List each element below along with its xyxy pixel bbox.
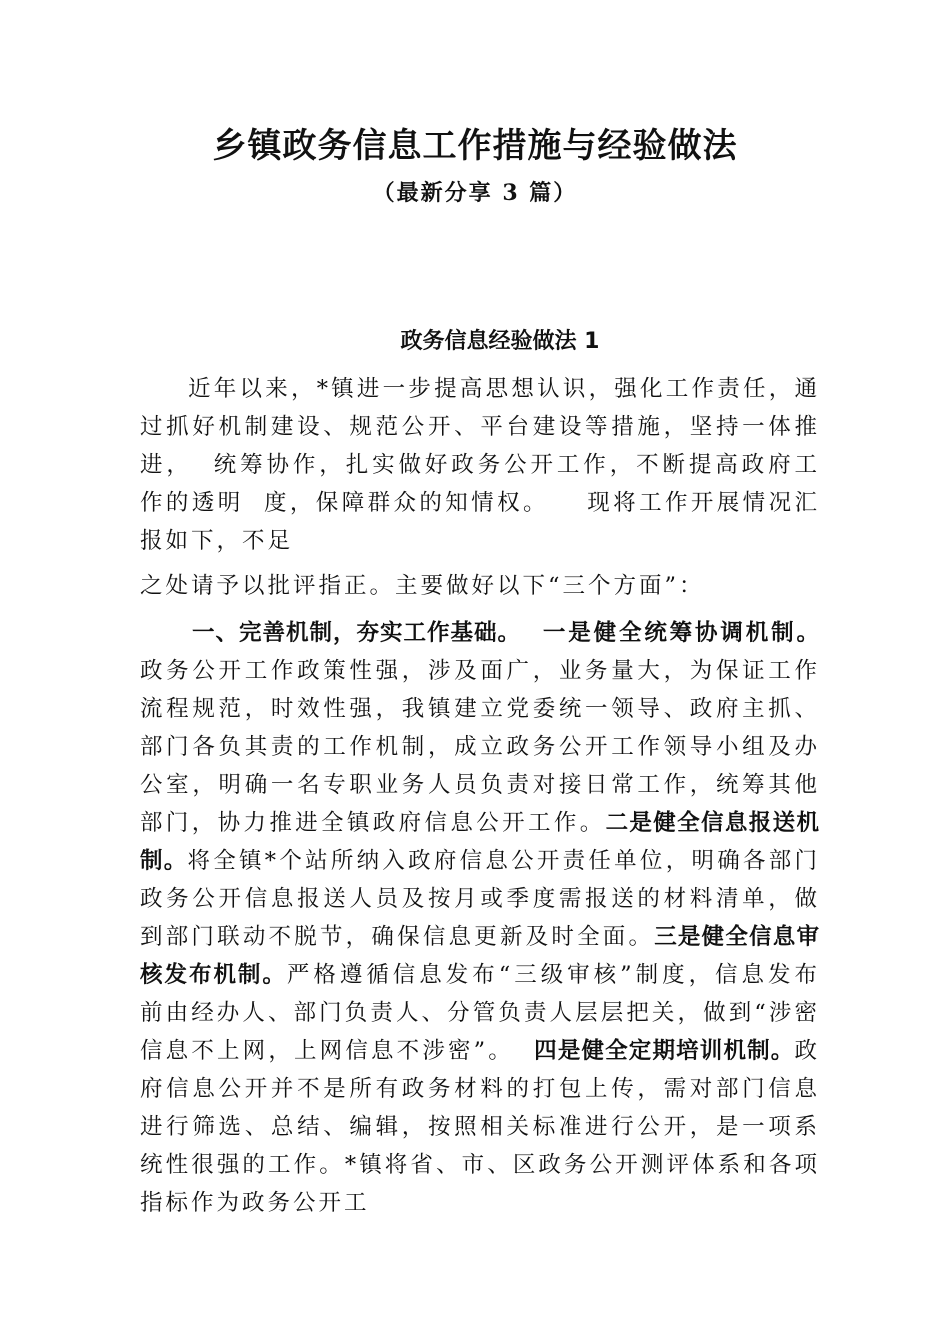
point1-heading: 一、完善机制，夯实工作基础。 (192, 620, 522, 646)
point1-paragraph (140, 614, 820, 1222)
intro-line: 进， (140, 452, 193, 478)
intro-line: 现将工作开展情况汇报如 (140, 490, 820, 554)
intro-line: 过抓好机制建设、规范公开、平台建设等措施，坚持一体推 (140, 414, 820, 440)
point1-sub2-text: 将全镇*个站所纳入政府信息公开责任单位，明确各部门政务公开信息报送人员及按月或季度需报送的材料清单，做到部门联动不脱节，确保信息更新及时全面。 (140, 848, 820, 950)
point1-sub1-label: 一是健全统筹协调机制。 (541, 620, 820, 646)
point1-sub3-label: 三是健全信息审核发布机制。 (140, 924, 820, 988)
document-subtitle: （最新分享 3 篇） (372, 180, 578, 206)
intro-continued-text: 之处请予以批评指正。主要做好以下“三个方面”： (140, 573, 705, 599)
point1-sub4-text: 政府信息公开并不是所有政务材料的打包上传，需对部门信息进行筛选、总结、编辑，按照相关标准进行公开，是一项系统性很强的工作。*镇将省、市、区政务公开测评体系和各项指标作为政务公开工 (140, 1038, 820, 1216)
intro-line: 的透明 (165, 490, 244, 516)
intro-line: 统筹协作，扎实做好政务公开工作，不断提高政府工作 (140, 452, 820, 516)
intro-line: 度，保障群众的知情权。 (263, 490, 549, 516)
intro-paragraph (140, 370, 820, 560)
intro-line: 近年以来，*镇进一步提高思想认识，强化工作责任，通 (188, 376, 820, 402)
section-heading: 政务信息经验做法 1 (400, 329, 600, 354)
point1-sub3-text: 严格遵循信息发布“三级审核”制度，信息发布前由经办人、部门负责人、分管负责人层层把关，做到“涉密信息不上网，上网信息不涉密”。 (140, 962, 820, 1064)
document-title: 乡镇政务信息工作措施与经验做法 (212, 126, 738, 166)
point1-sub4-label: 四是健全定期培训机制。 (533, 1038, 795, 1064)
point1-sub2-label: 二是健全信息报送机制。 (140, 810, 820, 874)
point1-sub1-text: 政务公开工作政策性强，涉及面广，业务量大，为保证工作流程规范，时效性强，我镇建立党委统一领导、政府主抓、部门各负其责的工作机制，成立政务公开工作领导小组及办公室，明确一名专职业务人员负责对接日常工作，统筹其他部门，协力推进全镇政府信息公开工作。 (140, 658, 820, 836)
intro-continued-paragraph (140, 567, 820, 605)
intro-line: 下，不足 (191, 528, 294, 554)
